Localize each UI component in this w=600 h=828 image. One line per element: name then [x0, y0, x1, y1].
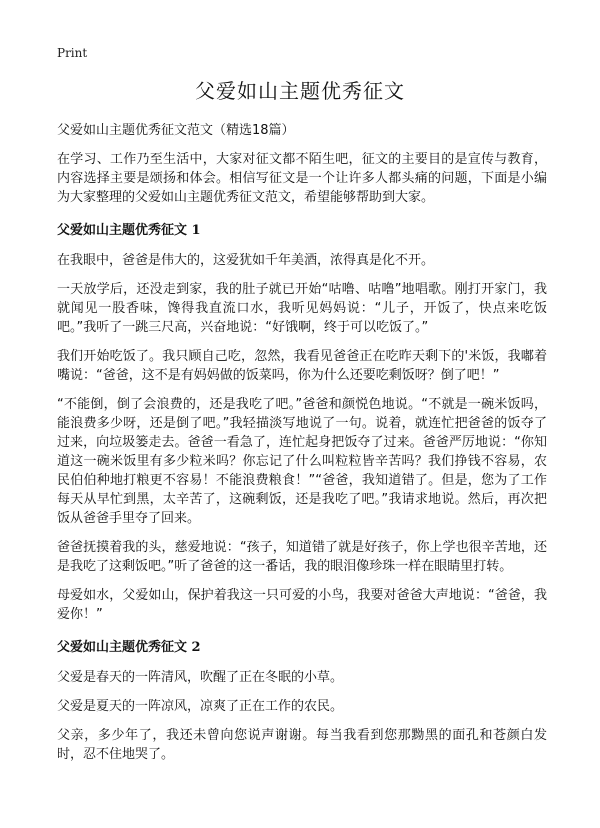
paragraph: 父爱是夏天的一阵凉风，凉爽了正在工作的农民。 — [57, 699, 344, 714]
paragraph: “不能倒，倒了会浪费的，还是我吃了吧。”爸爸和颜悦色地说。“不就是一碗米饭吗，能浪费多少呀，还是倒了吧。”我轻描淡写地说了一句。说着，就连忙把爸爸的饭夺了过来，向垃圾篓走去。爸爸一看急了，连忙起身把饭夺了过来。爸爸严厉地说：“你知道这一碗米饭里有多少粒米吗？你忘记了什么叫粒粒皆辛苦吗？我们挣钱不容易，农民伯伯种地打粮更不容易！不能浪费粮食！”“爸爸，我知道错了。但是，您为了工作每天从早忙到黑，太辛苦了，这碗剩饭，还是我吃了吧。”我请求地说。然后，再次把饭从爸爸手里夺了回来。 — [57, 397, 547, 526]
paragraph: 一天放学后，还没走到家，我的肚子就已开始“咕噜、咕噜”地唱歌。刚打开家门，我就闻见一股香味，馋得我直流口水，我听见妈妈说：“儿子，开饭了，快点来吃饭吧。”我听了一跳三尺高，兴奋地说：“好饿啊，终于可以吃饭了。” — [57, 282, 547, 335]
paragraph: 在我眼中，爸爸是伟大的，这爱犹如千年美酒，浓得真是化不开。 — [57, 253, 435, 268]
page-title: 父爱如山主题优秀征文 — [195, 79, 405, 103]
paragraph: 父亲，多少年了，我还未曾向您说声谢谢。每当我看到您那黝黑的面孔和苍颜白发时，忍不住地哭了。 — [57, 728, 547, 762]
paragraph: 父爱是春天的一阵清风，吹醒了正在冬眠的小草。 — [57, 670, 344, 685]
section-2 — [57, 638, 547, 764]
section-heading: 父爱如山主题优秀征文 1 — [57, 223, 201, 238]
document-body — [57, 121, 547, 774]
section-1 — [57, 221, 547, 624]
paragraph: 母爱如水，父爱如山，保护着我这一只可爱的小鸟，我要对爸爸大声地说：“爸爸，我爱你！” — [57, 588, 547, 622]
paragraph: 我们开始吃饭了。我只顾自己吃，忽然，我看见爸爸正在吃昨天剩下的'米饭，我嘟着嘴说：“爸爸，这不是有妈妈做的饭菜吗，你为什么还要吃剩饭呀？倒了吧！” — [57, 349, 547, 383]
intro-paragraph: 在学习、工作乃至生活中，大家对征文都不陌生吧，征文的主要目的是宣传与教育，内容选择主要是颂扬和体会。相信写征文是一个让许多人都头痛的问题，下面是小编为大家整理的父爱如山主题优秀征文范文，希望能够帮助到大家。 — [57, 152, 547, 205]
subtitle: 父爱如山主题优秀征文范文（精选18篇） — [57, 123, 295, 138]
paragraph: 爸爸抚摸着我的头，慈爱地说：“孩子，知道错了就是好孩子，你上学也很辛苦地，还是我吃了这剩饭吧。”听了爸爸的这一番话，我的眼泪像珍珠一样在眼睛里打转。 — [57, 540, 547, 574]
print-link[interactable]: Print — [57, 46, 88, 60]
section-heading: 父爱如山主题优秀征文 2 — [57, 640, 201, 655]
